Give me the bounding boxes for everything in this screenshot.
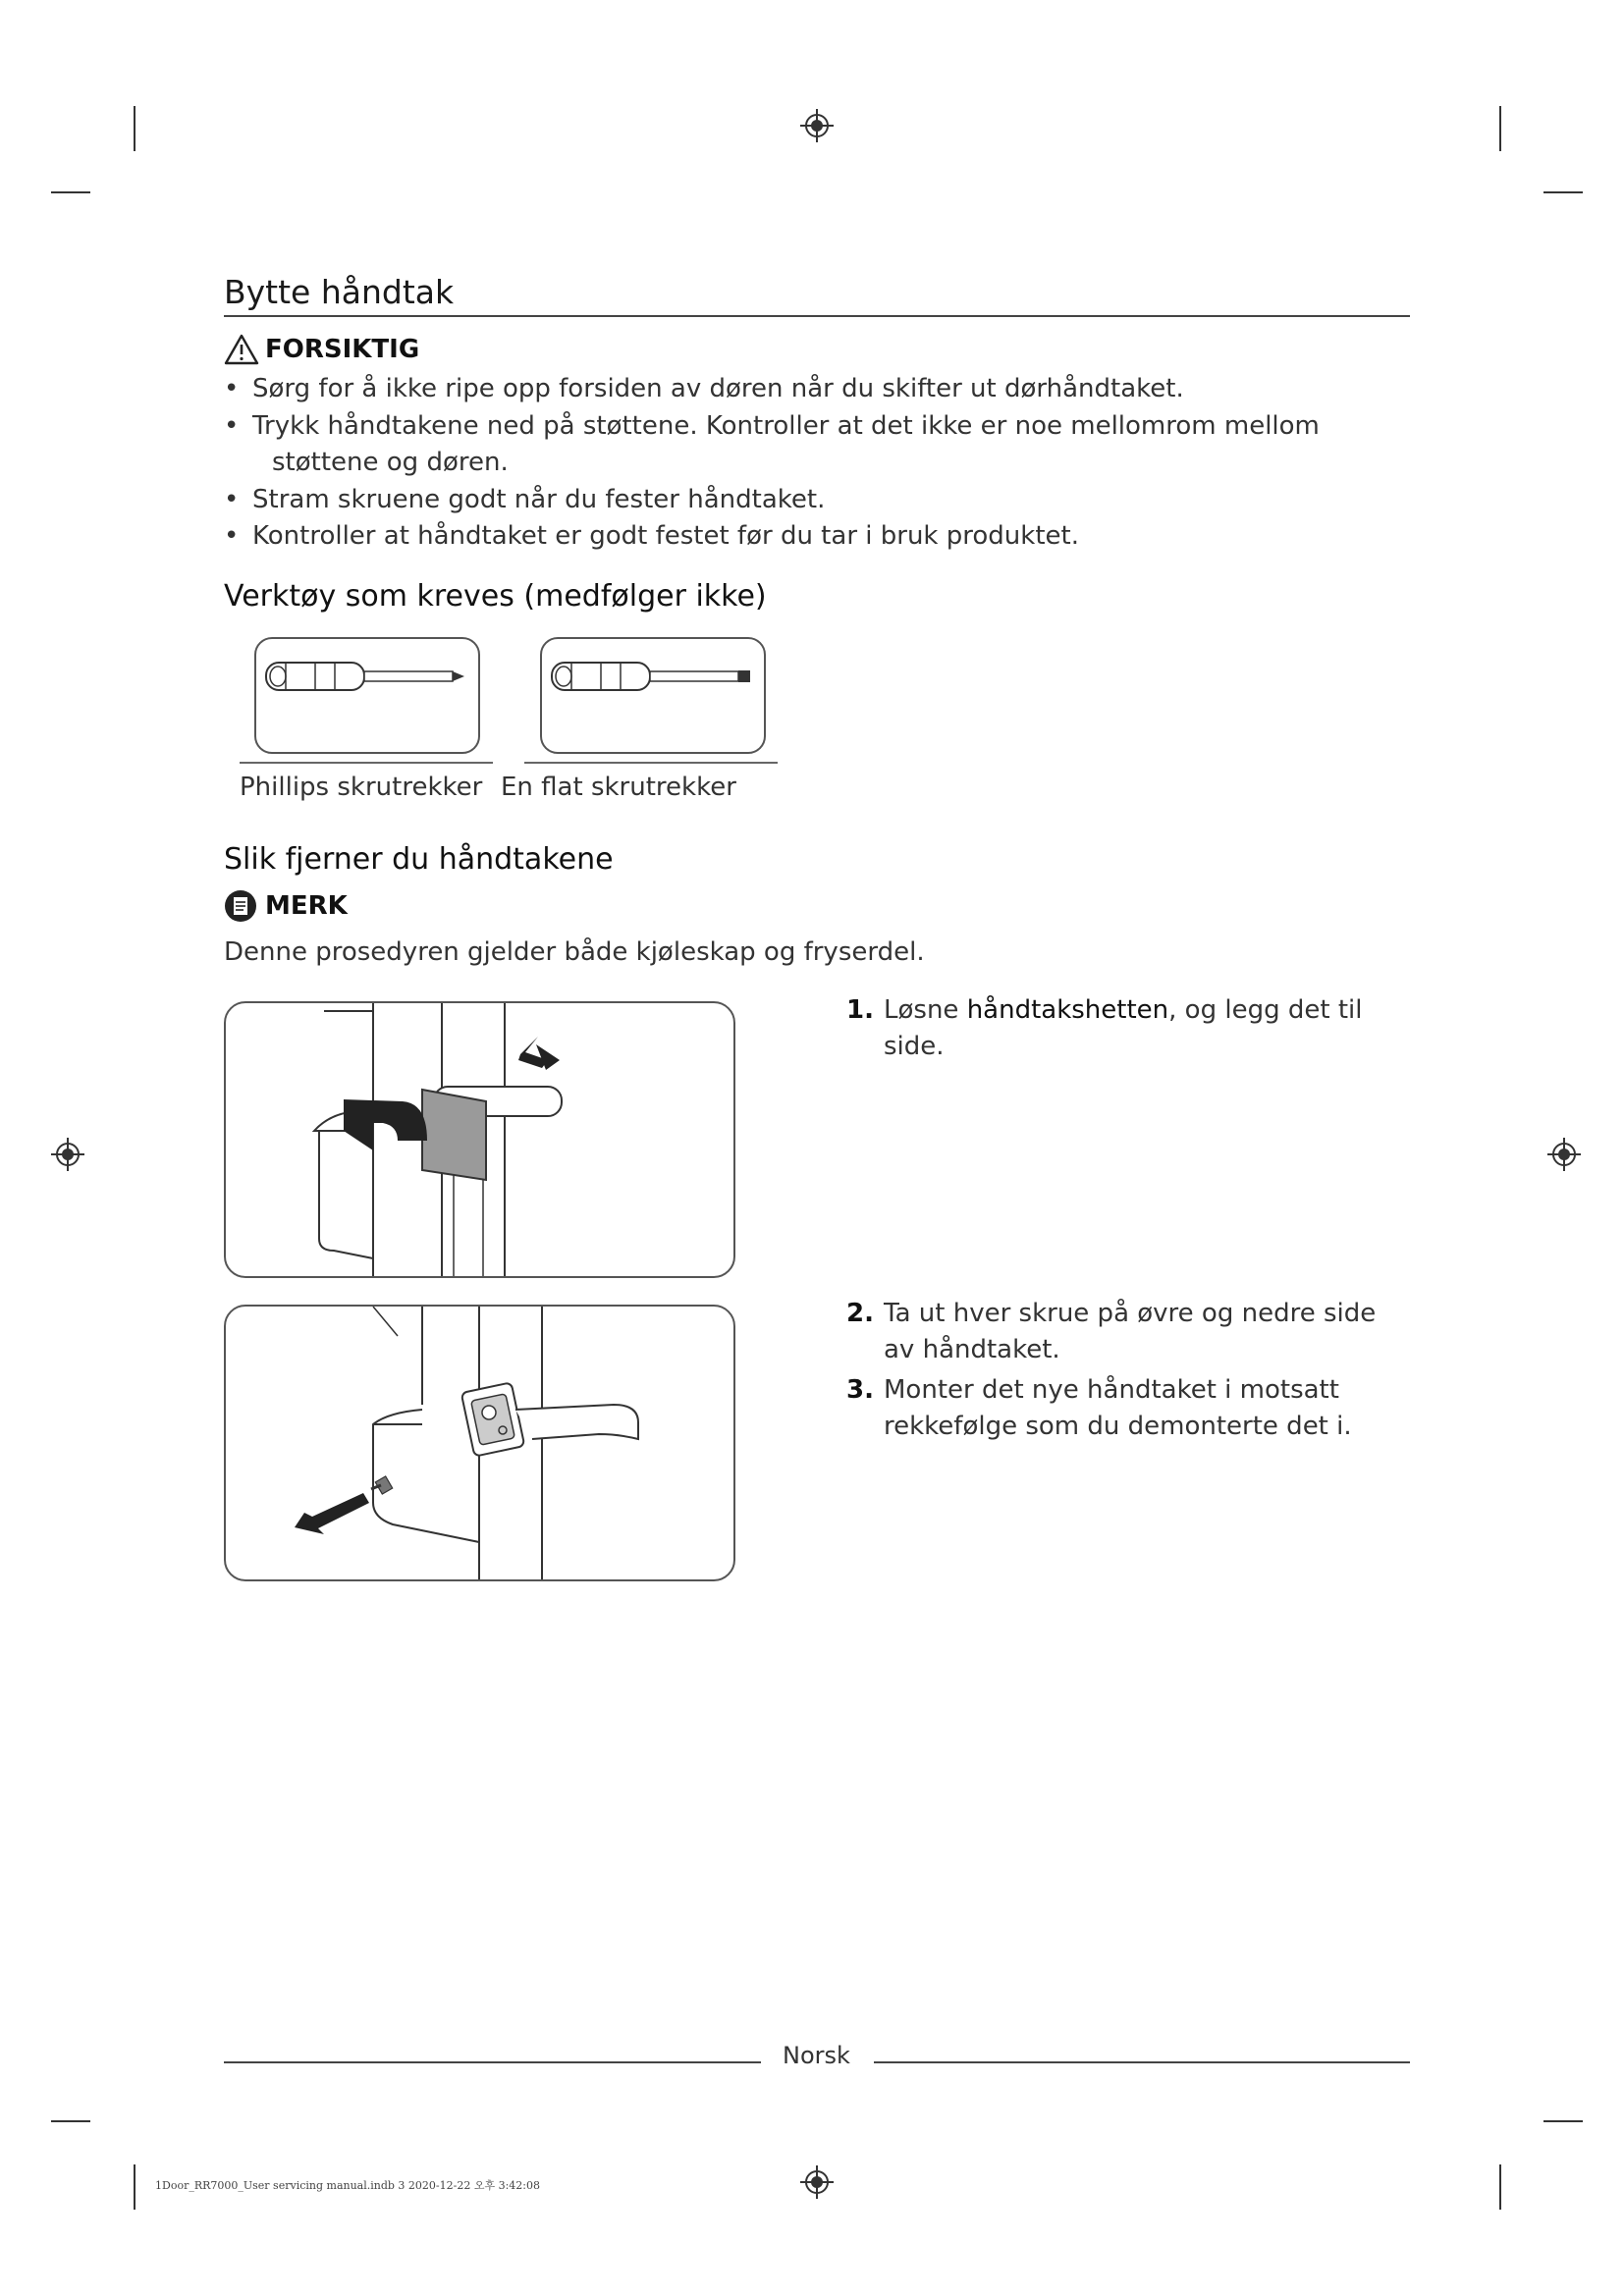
list-item: • Kontroller at håndtaket er godt festet før du tar i bruk produktet. xyxy=(224,518,1402,556)
removal-heading: Slik fjerner du håndtakene xyxy=(224,842,614,877)
step-number: 1. xyxy=(846,995,874,1025)
footer-divider xyxy=(224,2061,761,2063)
crop-mark xyxy=(51,191,90,193)
tool-label-phillips: Phillips skrutrekker xyxy=(240,773,483,802)
crop-mark xyxy=(51,2120,90,2122)
note-header xyxy=(224,889,348,923)
crop-mark xyxy=(1543,2120,1583,2122)
step-number: 3. xyxy=(846,1375,874,1405)
step-3: 3. Monter det nye håndtaket i motsatt rekkefølge som du demonterte det i. xyxy=(846,1372,1396,1445)
step-2: 2. Ta ut hver skrue på øvre og nedre side av håndtaket. xyxy=(846,1296,1406,1368)
tool-card-phillips xyxy=(254,637,480,754)
title-divider xyxy=(224,315,1410,317)
tool-divider xyxy=(524,762,778,764)
crop-mark xyxy=(1499,2164,1501,2210)
step-number: 2. xyxy=(846,1299,874,1328)
registration-mark-icon xyxy=(800,109,834,142)
flat-screwdriver-icon xyxy=(542,639,764,752)
list-item: • Stram skruene godt når du fester håndtaket. xyxy=(224,482,1402,519)
caution-label: FORSIKTIG xyxy=(265,335,420,364)
registration-mark-icon xyxy=(51,1138,84,1171)
step-1: 1. Løsne håndtakshetten, og legg det til side. xyxy=(846,992,1396,1065)
print-imprint: 1Door_RR7000_User servicing manual.indb 3 2020-12-22 오후 3:42:08 xyxy=(155,2179,540,2192)
caution-list xyxy=(224,371,1402,556)
phillips-screwdriver-icon xyxy=(256,639,478,752)
page-title: Bytte håndtak xyxy=(224,273,455,311)
list-item: • Trykk håndtakene ned på støttene. Kontroller at det ikke er noe mellomrom mellom støttene og døren. xyxy=(224,408,1402,482)
note-icon xyxy=(224,889,257,923)
footer-divider xyxy=(874,2061,1410,2063)
tool-divider xyxy=(240,762,493,764)
handle-cap-illustration xyxy=(226,1003,733,1276)
crop-mark xyxy=(1499,106,1501,151)
figure-remove-cap xyxy=(224,1001,735,1278)
tool-card-flat xyxy=(540,637,766,754)
footer-language: Norsk xyxy=(783,2042,850,2069)
crop-mark xyxy=(1543,191,1583,193)
note-label: MERK xyxy=(265,891,348,921)
registration-mark-icon xyxy=(1547,1138,1581,1171)
warning-triangle-icon xyxy=(224,334,259,365)
step-emphasis: håndtakshetten xyxy=(966,995,1169,1025)
tools-heading: Verktøy som kreves (medfølger ikke) xyxy=(224,579,767,614)
figure-remove-screws xyxy=(224,1305,735,1581)
crop-mark xyxy=(134,2164,135,2210)
caution-header xyxy=(224,334,419,365)
screw-removal-illustration xyxy=(226,1307,733,1579)
tool-label-flat: En flat skrutrekker xyxy=(501,773,736,802)
list-item: • Sørg for å ikke ripe opp forsiden av døren når du skifter ut dørhåndtaket. xyxy=(224,371,1402,408)
crop-mark xyxy=(134,106,135,151)
registration-mark-icon xyxy=(800,2165,834,2199)
note-text: Denne prosedyren gjelder både kjøleskap og fryserdel. xyxy=(224,937,925,967)
